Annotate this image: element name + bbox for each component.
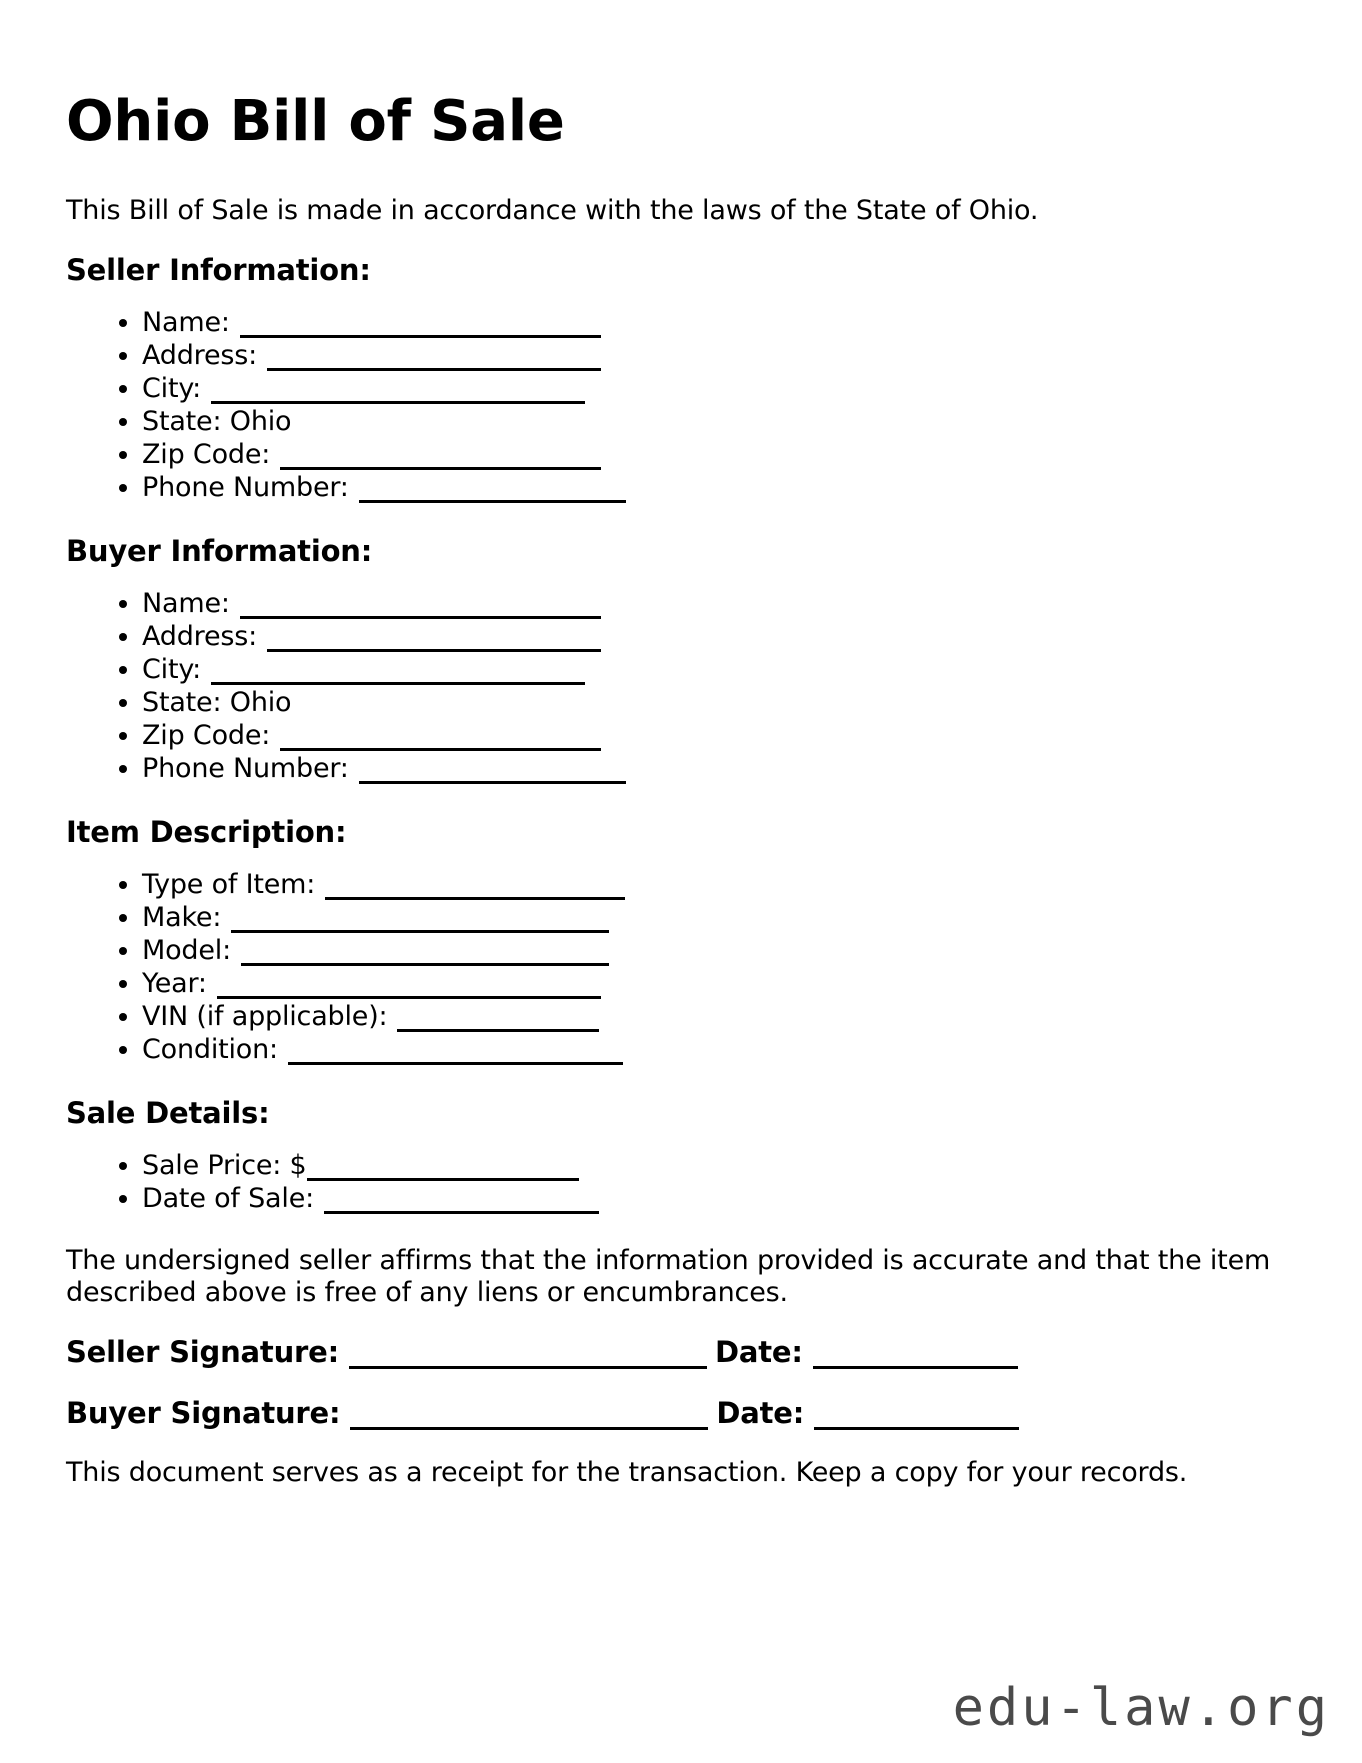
buyer-state-value: Ohio <box>229 687 292 719</box>
seller-phone-label: Phone Number: <box>142 472 349 504</box>
buyer-city-label: City: <box>142 654 202 686</box>
blank-line <box>325 873 625 900</box>
seller-signature-row <box>66 1335 1296 1370</box>
buyer-phone-label: Phone Number: <box>142 753 349 785</box>
affirmation-paragraph: The undersigned seller affirms that the information provided is accurate and that the item described above is free of any liens or encumbrances. <box>66 1245 1271 1309</box>
buyer-zip-label: Zip Code: <box>142 720 271 752</box>
blank-line <box>211 658 585 685</box>
intro-paragraph: This Bill of Sale is made in accordance with the laws of the State of Ohio. <box>66 195 1039 227</box>
sale-field-list <box>66 1149 1296 1215</box>
item-type-row <box>142 868 1296 901</box>
blank-line <box>267 625 601 652</box>
buyer-name-label: Name: <box>142 588 230 620</box>
signature-line <box>350 1401 708 1430</box>
buyer-state-row <box>142 686 1296 719</box>
seller-state-row <box>142 405 1296 438</box>
buyer-zip-row <box>142 719 1296 752</box>
blank-line <box>359 757 626 784</box>
watermark-edu-law: edu-law.org <box>952 1678 1330 1738</box>
seller-address-label: Address: <box>142 340 258 372</box>
buyer-signature-label: Buyer Signature: <box>66 1396 341 1431</box>
buyer-section-heading: Buyer Information: <box>66 534 373 569</box>
seller-date-label: Date: <box>714 1335 803 1370</box>
item-field-list <box>66 868 1296 1066</box>
item-condition-row <box>142 1033 1296 1066</box>
blank-line <box>211 377 585 404</box>
buyer-address-label: Address: <box>142 621 258 653</box>
signature-line <box>349 1340 707 1369</box>
seller-address-row <box>142 339 1296 372</box>
item-year-label: Year: <box>142 968 207 1000</box>
item-type-label: Type of Item: <box>142 869 316 901</box>
item-condition-label: Condition: <box>142 1034 278 1066</box>
seller-phone-row <box>142 471 1296 504</box>
blank-line <box>280 443 601 470</box>
item-model-label: Model: <box>142 935 231 967</box>
buyer-city-row <box>142 653 1296 686</box>
seller-zip-row <box>142 438 1296 471</box>
seller-field-list <box>66 306 1296 504</box>
seller-state-label: State: <box>142 406 222 438</box>
item-make-label: Make: <box>142 902 222 934</box>
blank-line <box>231 906 609 933</box>
sale-price-label: Sale Price: $ <box>142 1150 307 1182</box>
blank-line <box>240 592 601 619</box>
blank-line <box>280 724 601 751</box>
item-year-row <box>142 967 1296 1000</box>
date-line <box>813 1340 1018 1369</box>
buyer-signature-row <box>66 1396 1296 1431</box>
date-line <box>814 1401 1019 1430</box>
blank-line <box>241 939 609 966</box>
buyer-name-row <box>142 587 1296 620</box>
sale-price-row <box>142 1149 1296 1182</box>
seller-signature-label: Seller Signature: <box>66 1335 339 1370</box>
seller-name-row <box>142 306 1296 339</box>
seller-city-label: City: <box>142 373 202 405</box>
buyer-state-label: State: <box>142 687 222 719</box>
item-model-row <box>142 934 1296 967</box>
sale-date-row <box>142 1182 1296 1215</box>
item-section-heading: Item Description: <box>66 815 347 850</box>
page-title: Ohio Bill of Sale <box>66 89 565 154</box>
item-vin-row <box>142 1000 1296 1033</box>
blank-line <box>217 972 601 999</box>
seller-zip-label: Zip Code: <box>142 439 271 471</box>
receipt-note-paragraph: This document serves as a receipt for the transaction. Keep a copy for your records. <box>66 1457 1188 1489</box>
blank-line <box>240 311 601 338</box>
buyer-field-list <box>66 587 1296 785</box>
blank-line <box>288 1038 623 1065</box>
item-vin-label: VIN (if applicable): <box>142 1001 388 1033</box>
seller-state-value: Ohio <box>229 406 292 438</box>
seller-section-heading: Seller Information: <box>66 253 371 288</box>
blank-line <box>307 1154 579 1181</box>
seller-name-label: Name: <box>142 307 230 339</box>
seller-city-row <box>142 372 1296 405</box>
buyer-phone-row <box>142 752 1296 785</box>
blank-line <box>267 344 601 371</box>
blank-line <box>359 476 626 503</box>
blank-line <box>324 1187 599 1214</box>
sale-date-label: Date of Sale: <box>142 1183 315 1215</box>
blank-line <box>397 1005 599 1032</box>
sale-section-heading: Sale Details: <box>66 1096 270 1131</box>
buyer-date-label: Date: <box>716 1396 805 1431</box>
item-make-row <box>142 901 1296 934</box>
buyer-address-row <box>142 620 1296 653</box>
